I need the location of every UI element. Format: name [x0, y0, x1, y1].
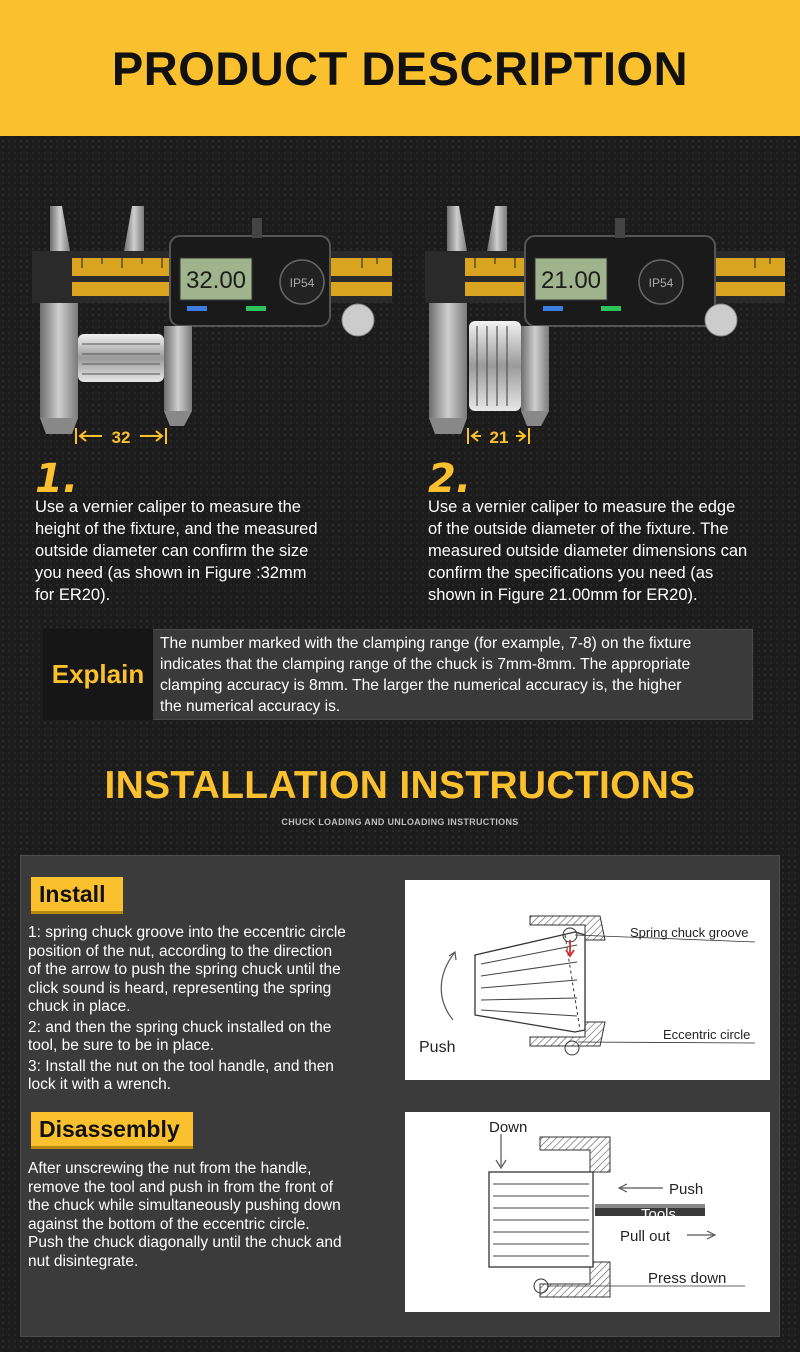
- install-tag: Install: [31, 877, 123, 914]
- text-line: outside diameter can confirm the size: [35, 542, 309, 560]
- text-line: nut disintegrate.: [28, 1252, 139, 1270]
- dimension-label-1: 32: [111, 428, 131, 447]
- caliper-image-1: [32, 196, 392, 451]
- explain-text: [160, 633, 750, 717]
- text-line: 2: and then the spring chuck installed on the: [28, 1018, 332, 1036]
- text-line: Use a vernier caliper to measure the: [35, 498, 301, 516]
- text-line: 3: Install the nut on the tool handle, and then: [28, 1057, 334, 1075]
- step-description-1: [35, 496, 395, 606]
- text-line: lock it with a wrench.: [28, 1076, 171, 1093]
- text-line: you need (as shown in Figure :32mm: [35, 564, 307, 582]
- text-line: click sound is heard, representing the spring: [28, 979, 332, 997]
- disassembly-steps: [28, 1160, 408, 1271]
- push-label: Push: [419, 1039, 456, 1056]
- text-line: Use a vernier caliper to measure the edge: [428, 498, 736, 516]
- text-line: confirm the specifications you need (as: [428, 564, 714, 582]
- text-line: tool, be sure to be in place.: [28, 1037, 215, 1054]
- text-line: the chuck while simultaneously pushing down: [28, 1197, 341, 1214]
- caliper-display-reading: 21.00: [540, 267, 602, 294]
- text-line: After unscrewing the nut from the handle,: [28, 1160, 312, 1177]
- pressdown-label: Press down: [648, 1270, 727, 1287]
- groove-label: Spring chuck groove: [630, 925, 749, 940]
- text-line: for ER20).: [35, 586, 111, 604]
- text-line: position of the nut, according to the direction: [28, 942, 333, 960]
- disassembly-diagram: [405, 1112, 770, 1312]
- dimension-label-2: 21: [489, 428, 509, 447]
- tools-label: Tools: [641, 1206, 677, 1223]
- text-line: remove the tool and push in from the front of: [28, 1178, 334, 1196]
- install-diagram: [405, 880, 770, 1080]
- caliper-display-reading: 32.00: [185, 267, 247, 294]
- text-line: chuck in place.: [28, 998, 131, 1015]
- ip-rating: IP54: [289, 276, 315, 290]
- pullout-label: Pull out: [620, 1228, 671, 1245]
- text-line: The number marked with the clamping range (for example, 7-8) on the fixture: [160, 635, 692, 652]
- installation-subtitle: CHUCK LOADING AND UNLOADING INSTRUCTIONS: [281, 817, 519, 827]
- step-number-2: 2.: [428, 456, 472, 502]
- text-line: height of the fixture, and the measured: [35, 520, 318, 538]
- text-line: Push the chuck diagonally until the chuck and: [28, 1234, 342, 1251]
- installation-title: INSTALLATION INSTRUCTIONS: [104, 764, 696, 807]
- install-steps: [28, 924, 408, 1095]
- text-line: of the arrow to push the spring chuck until the: [28, 961, 341, 978]
- explain-label: Explain: [43, 629, 153, 720]
- text-line: measured outside diameter dimensions can: [428, 542, 748, 560]
- text-line: indicates that the clamping range of the chuck is 7mm-8mm. The appropriate: [160, 656, 691, 673]
- step-number-1: 1.: [35, 456, 79, 502]
- header-banner: [0, 0, 800, 136]
- caliper-image-2: [425, 196, 785, 451]
- text-line: of the outside diameter of the fixture. The: [428, 520, 729, 538]
- ip-rating: IP54: [648, 276, 674, 290]
- text-line: clamping accuracy is 8mm. The larger the numerical accuracy is, the higher: [160, 677, 682, 694]
- push-label-2: Push: [669, 1181, 704, 1198]
- text-line: against the bottom of the eccentric circle.: [28, 1215, 310, 1233]
- page-title: PRODUCT DESCRIPTION: [111, 41, 689, 95]
- text-line: the numerical accuracy is.: [160, 698, 341, 715]
- eccentric-label: Eccentric circle: [663, 1027, 751, 1042]
- down-label: Down: [489, 1119, 528, 1136]
- step-description-2: [428, 496, 793, 606]
- text-line: shown in Figure 21.00mm for ER20).: [428, 586, 698, 604]
- disassembly-tag: Disassembly: [31, 1112, 193, 1149]
- text-line: 1: spring chuck groove into the eccentric circle: [28, 924, 346, 941]
